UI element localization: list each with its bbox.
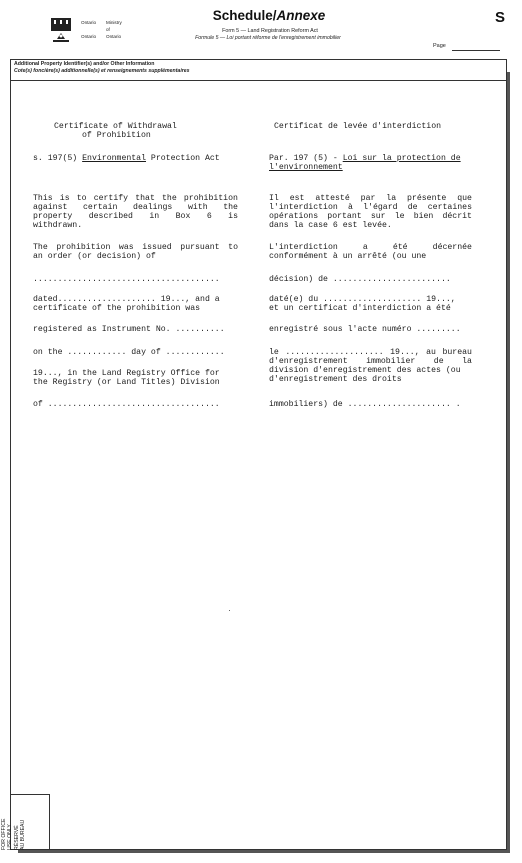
- schedule-title: Schedule/Annexe: [212, 8, 326, 23]
- english-section-reference: s. 197(5) Environmental Protection Act: [33, 154, 220, 163]
- french-section-reference: Par. 197 (5) - Loi sur la protection de: [269, 154, 461, 163]
- english-p1-line-1: This is to certify that the prohibition: [33, 194, 238, 203]
- form-reference-en: Form 5 — Land Registration Reform Act: [222, 28, 318, 34]
- french-le-line: le .................... 19..., au bureau: [269, 348, 472, 357]
- french-certificate-line: et un certificat d'interdiction a été: [269, 304, 451, 313]
- english-dated-line: dated.................... 19..., and a: [33, 295, 220, 304]
- french-registered-line: enregistré sous l'acte numéro .........: [269, 325, 461, 334]
- english-p1-line-2: against certain dealings with the: [33, 203, 238, 212]
- english-registered-line: registered as Instrument No. ..........: [33, 325, 225, 334]
- english-p2-line-1: The prohibition was issued pursuant to: [33, 243, 238, 252]
- french-p1-line-3: opérations portant sur le bien décrit: [269, 212, 472, 221]
- french-decision-line: décision) de ........................: [269, 275, 451, 284]
- french-p1-line-2: l'interdiction à l'égard de certaines: [269, 203, 472, 212]
- office-use-label: FOR OFFICE USE ONLY RÉSERVÉ AU BUREAU: [1, 818, 26, 850]
- english-p1-line-4: withdrawn.: [33, 221, 83, 230]
- ministry-label: Ontario Ministry of Ontario Ontario: [81, 20, 122, 40]
- english-certificate-line: certificate of the prohibition was: [33, 304, 201, 313]
- french-droits-line: d'enregistrement des droits: [269, 375, 402, 384]
- french-division-line: division d'enregistrement des actes (ou: [269, 366, 461, 375]
- frame-shadow-bottom: [18, 850, 510, 853]
- english-day-line: on the ............ day of ............: [33, 348, 225, 357]
- ontario-trillium-logo: [50, 17, 72, 43]
- frame-divider: [10, 80, 507, 81]
- french-p2-line-2: conformément à un arrêté (ou une: [269, 252, 427, 261]
- scan-dot: [229, 610, 230, 611]
- english-p1-line-3: property described in Box 6 is: [33, 212, 238, 221]
- french-title: Certificat de levée d'interdiction: [274, 122, 442, 131]
- schedule-frame: [10, 59, 507, 850]
- additional-info-label-fr: Cote(s) foncière(s) additionnelle(s) et renseignements supplémentaires: [14, 68, 190, 74]
- english-of-line: of ...................................: [33, 400, 220, 409]
- french-date-line: daté(e) du .................... 19...,: [269, 295, 456, 304]
- form-reference-fr: Formule 5 — Loi portant réforme de l'enregistrement immobilier: [195, 35, 341, 41]
- french-p1-line-4: dans la case 6 est levée.: [269, 221, 392, 230]
- french-p2-line-1: L'interdiction a été décernée: [269, 243, 472, 252]
- french-section-act-line-2: l'environnement: [269, 163, 343, 172]
- english-office-line-2: the Registry (or Land Titles) Division: [33, 378, 220, 387]
- page-number-label: Page: [433, 43, 446, 49]
- english-title-line-2: of Prohibition: [82, 131, 151, 140]
- english-title-line-1: Certificate of Withdrawal: [54, 122, 177, 131]
- english-order-blank: ......................................: [33, 275, 220, 284]
- french-immobiliers-line: immobiliers) de ..................... .: [269, 400, 461, 409]
- french-p1-line-1: Il est attesté par la présente que: [269, 194, 472, 203]
- additional-info-label-en: Additional Property Identifier(s) and/or Other Information: [14, 61, 155, 67]
- frame-shadow-right: [507, 72, 510, 852]
- english-office-line-1: 19..., in the Land Registry Office for: [33, 369, 220, 378]
- french-enregistrement-line: d'enregistrement immobilier de la: [269, 357, 472, 366]
- page-number-field[interactable]: [452, 50, 500, 51]
- english-p2-line-2: an order (or decision) of: [33, 252, 156, 261]
- corner-letter: S: [495, 9, 506, 26]
